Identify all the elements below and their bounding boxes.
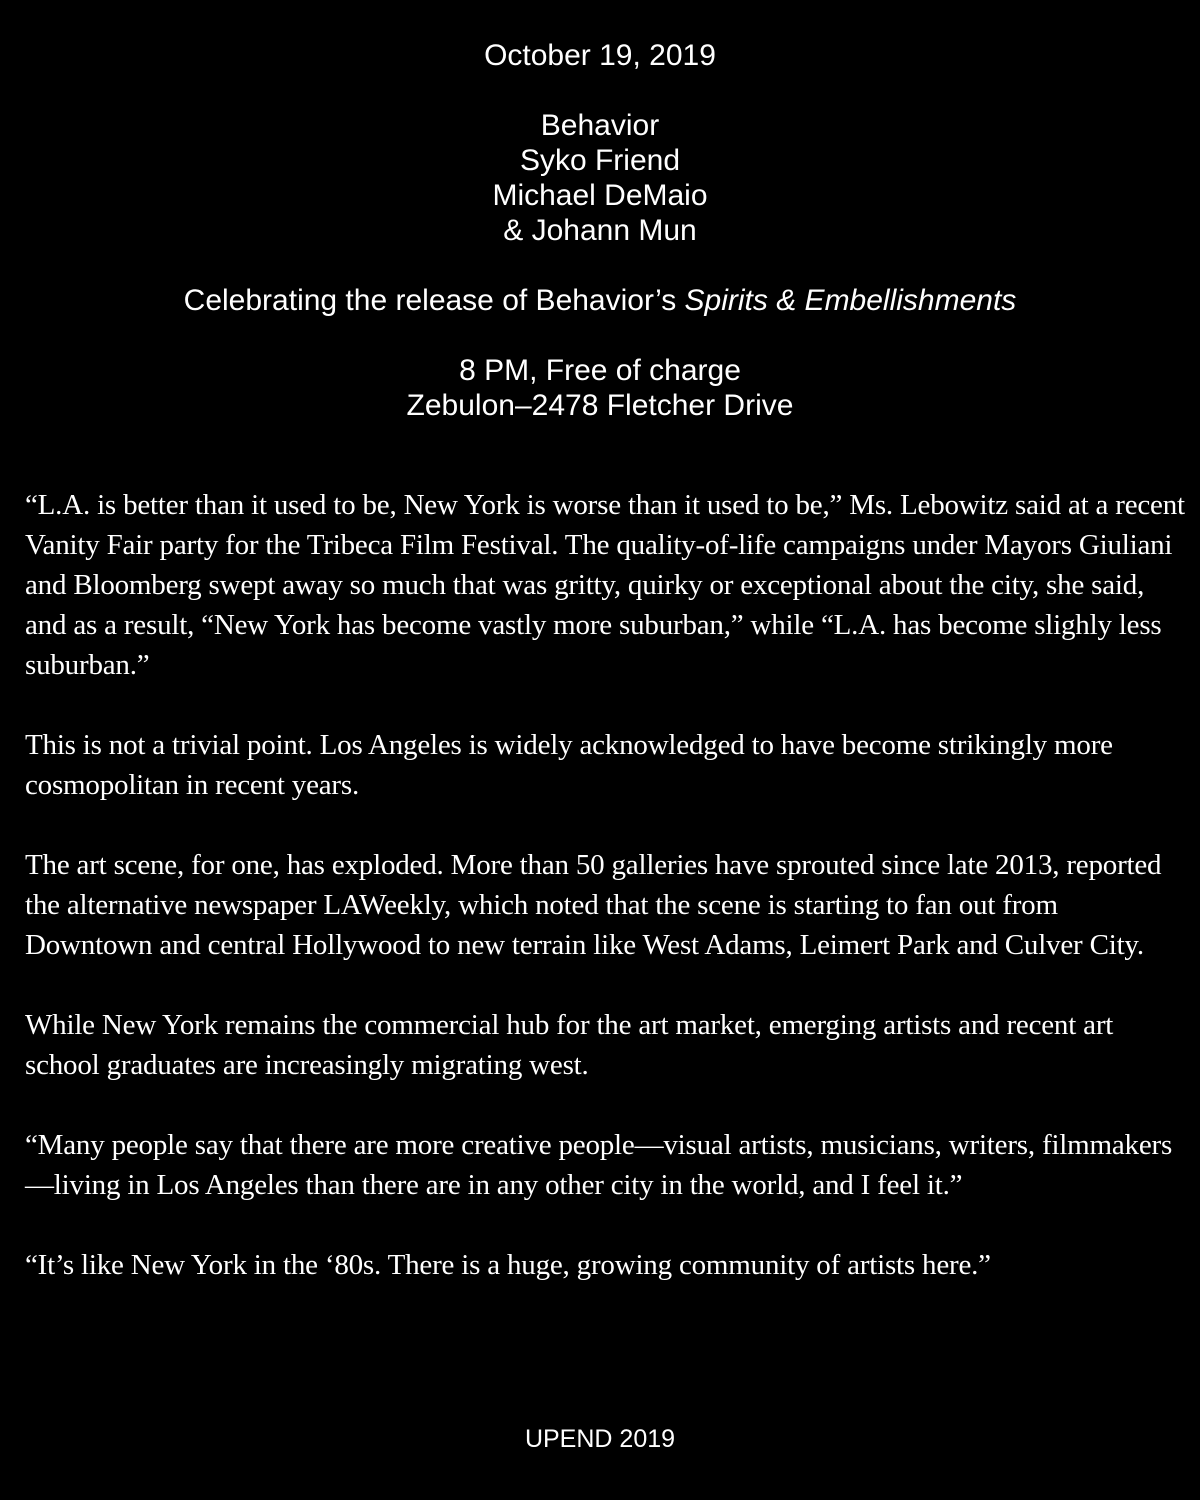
article-paragraph: While New York remains the commercial hub for the art market, emerging artists and recent art school graduates are increasingly migrating west. (25, 1009, 1114, 1081)
lineup (0, 108, 1200, 248)
footer-text: UPEND 2019 (524, 1425, 676, 1453)
lineup-artist: Behavior (540, 109, 660, 142)
event-date-block (0, 38, 1200, 73)
event-header (0, 38, 1200, 423)
event-date: October 19, 2019 (484, 39, 716, 72)
release-text (0, 283, 1200, 318)
event-venue: Zebulon–2478 Fletcher Drive (406, 389, 794, 422)
lineup-artist: Michael DeMaio (492, 179, 708, 212)
lineup-artist: & Johann Mun (503, 214, 697, 247)
release-line (0, 283, 1200, 318)
event-details (0, 353, 1200, 423)
article-paragraph: This is not a trivial point. Los Angeles is widely acknowledged to have become strikingly more cosmopolitan in recent years. (25, 729, 1113, 801)
article-paragraph: “Many people say that there are more creative people—visual artists, musicians, writers, filmmakers—living in Los Angeles than there are in any other city in the world, and I feel it.” (25, 1129, 1173, 1201)
article-paragraph: “L.A. is better than it used to be, New York is worse than it used to be,” Ms. Lebowitz said at a recent Vanity Fair party for the Tribeca Film Festival. The quality-of-life campaigns under Mayors Giuliani and Bloomberg swept away so much that was gritty, quirky or exceptional about the city, she said, and as a result, “New York has become vastly more suburban,” while “L.A. has become slighly less suburban.” (25, 489, 1185, 681)
lineup-artist: Syko Friend (519, 144, 681, 177)
release-prefix: Celebrating the release of Behavior’s (183, 284, 685, 317)
event-time-price: 8 PM, Free of charge (459, 354, 741, 387)
release-title: Spirits & Embellishments (684, 284, 1017, 317)
article-paragraph: “It’s like New York in the ‘80s. There is a huge, growing community of artists here.” (25, 1249, 991, 1281)
article-body (25, 485, 1190, 1285)
article-paragraph: The art scene, for one, has exploded. More than 50 galleries have sprouted since late 2013, reported the alternative newspaper LAWeekly, which noted that the scene is starting to fan out from Downtown and central Hollywood to new terrain like West Adams, Leimert Park and Culver City. (25, 849, 1162, 961)
footer (0, 1424, 1200, 1454)
